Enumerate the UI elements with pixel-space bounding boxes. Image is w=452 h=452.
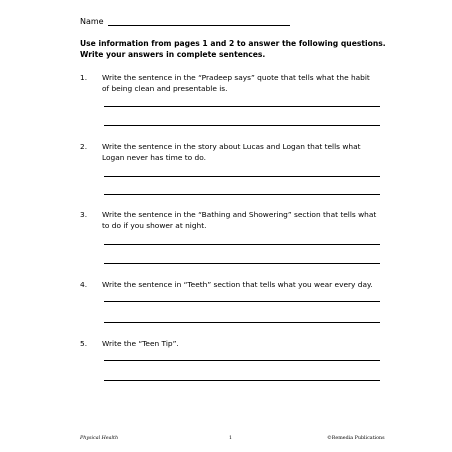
question-number: 2. (80, 142, 88, 151)
question-number: 5. (80, 339, 88, 348)
name-label: Name (80, 17, 104, 26)
question-text-line-1: Write the sentence in “Teeth” section that tells what you wear every day. (102, 280, 373, 289)
question-number: 3. (80, 210, 88, 219)
answer-line[interactable] (104, 176, 380, 177)
question-3 (80, 209, 390, 231)
question-text-line-1: Write the sentence in the story about Lucas and Logan that tells what (102, 142, 361, 151)
footer-publisher: ©Remedia Publications (327, 436, 385, 441)
answer-line[interactable] (104, 106, 380, 107)
answer-line[interactable] (104, 322, 380, 323)
question-text-line-1: Write the “Teen Tip”. (102, 339, 179, 348)
question-number: 1. (80, 73, 88, 82)
question-5 (80, 338, 390, 349)
question-text-line-2: to do if you shower at night. (102, 221, 207, 230)
instructions-line-1: Use information from pages 1 and 2 to answer the following questions. (80, 39, 386, 48)
question-text-line-2: of being clean and presentable is. (102, 84, 228, 93)
answer-line[interactable] (104, 301, 380, 302)
footer-subject: Physical Health (80, 436, 119, 441)
question-text-line-1: Write the sentence in the “Bathing and Showering” section that tells what (102, 210, 377, 219)
answer-line[interactable] (104, 244, 380, 245)
answer-line[interactable] (104, 263, 380, 264)
name-write-line[interactable] (108, 16, 290, 26)
answer-line[interactable] (104, 360, 380, 361)
question-2 (80, 141, 390, 163)
instructions (80, 38, 400, 60)
answer-line[interactable] (104, 125, 380, 126)
question-1 (80, 72, 390, 94)
name-field-row (80, 16, 290, 26)
question-4 (80, 279, 390, 290)
footer-page-number: 1 (229, 436, 233, 441)
answer-line[interactable] (104, 380, 380, 381)
question-number: 4. (80, 280, 88, 289)
answer-line[interactable] (104, 194, 380, 195)
question-text-line-2: Logan never has time to do. (102, 153, 206, 162)
instructions-line-2: Write your answers in complete sentences. (80, 50, 266, 59)
question-text-line-1: Write the sentence in the “Pradeep says” quote that tells what the habit (102, 73, 370, 82)
